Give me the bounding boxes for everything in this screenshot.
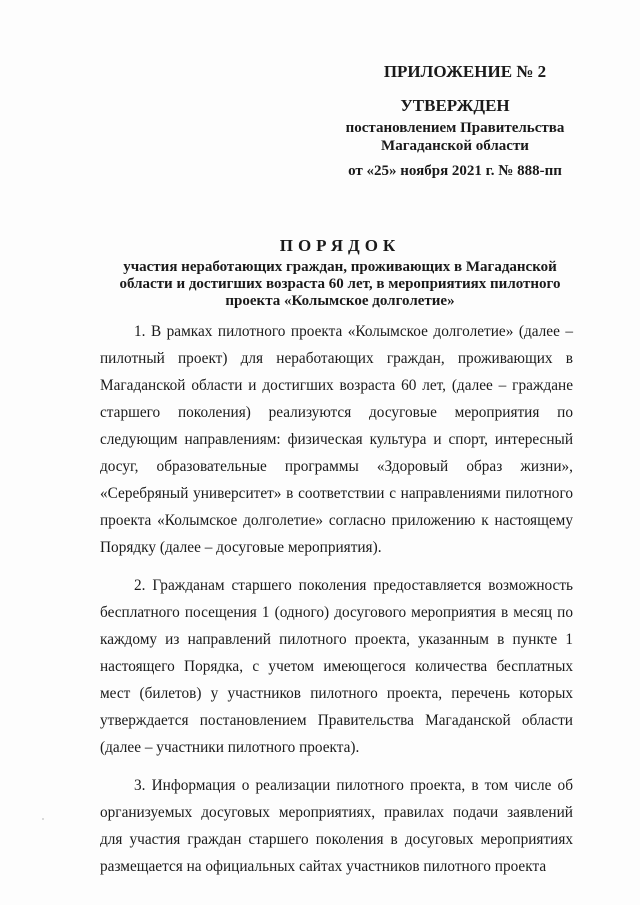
approved-stamp-text: УТВЕРЖДЕН <box>400 96 510 115</box>
decree-line-2: Магаданской области <box>381 138 529 154</box>
paragraph-3: 3. Информация о реализации пилотного проекта, в том числе об организуемых досуговых мероприятиях, правилах подачи заявлений для участия граждан старшего поколения в досуговых мероприятиях размещается на официальных сайтах участников пилотного проекта <box>100 777 573 875</box>
paragraph-1: 1. В рамках пилотного проекта «Колымское долголетие» (далее – пилотный проект) для неработающих граждан, проживающих в Магаданской области и достигших возраста 60 лет, (далее – граждане старшего поколения) реализуются досуговые мероприятия по следующим направлениям: физическая культура и спорт, интересный досуг, образовательные программы «Здоровый образ жизни», «Серебряный университет» в соответствии с направлениями пилотного проекта «Колымское долголетие» согласно приложению к настоящему Порядку (далее – досуговые мероприятия). <box>100 323 573 556</box>
decree-line-1: постановлением Правительства <box>345 120 565 136</box>
document-body <box>100 318 573 891</box>
subtitle-line-3: проекта «Колымское долголетие» <box>225 293 455 309</box>
document-subtitle <box>100 259 580 310</box>
subtitle-line-2: области и достигших возраста 60 лет, в мероприятиях пилотного <box>119 276 561 292</box>
document-title: ПОРЯДОК <box>279 236 401 255</box>
scan-artifact-dot <box>42 818 44 820</box>
decree-reference <box>320 119 590 155</box>
decree-date-number: от «25» ноября 2021 г. № 888-пп <box>348 163 562 179</box>
appendix-number: ПРИЛОЖЕНИЕ № 2 <box>383 62 547 81</box>
paragraph-2: 2. Гражданам старшего поколения предоставляется возможность бесплатного посещения 1 (одного) досугового мероприятия в месяц по каждому из направлений пилотного проекта, указанным в пункте 1 настоящего Порядка, с учетом имеющегося количества бесплатных мест (билетов) у участников пилотного проекта, перечень которых утверждается постановлением Правительства Магаданской области (далее – участники пилотного проекта). <box>100 577 573 756</box>
subtitle-line-1: участия неработающих граждан, проживающих в Магаданской <box>123 259 557 275</box>
